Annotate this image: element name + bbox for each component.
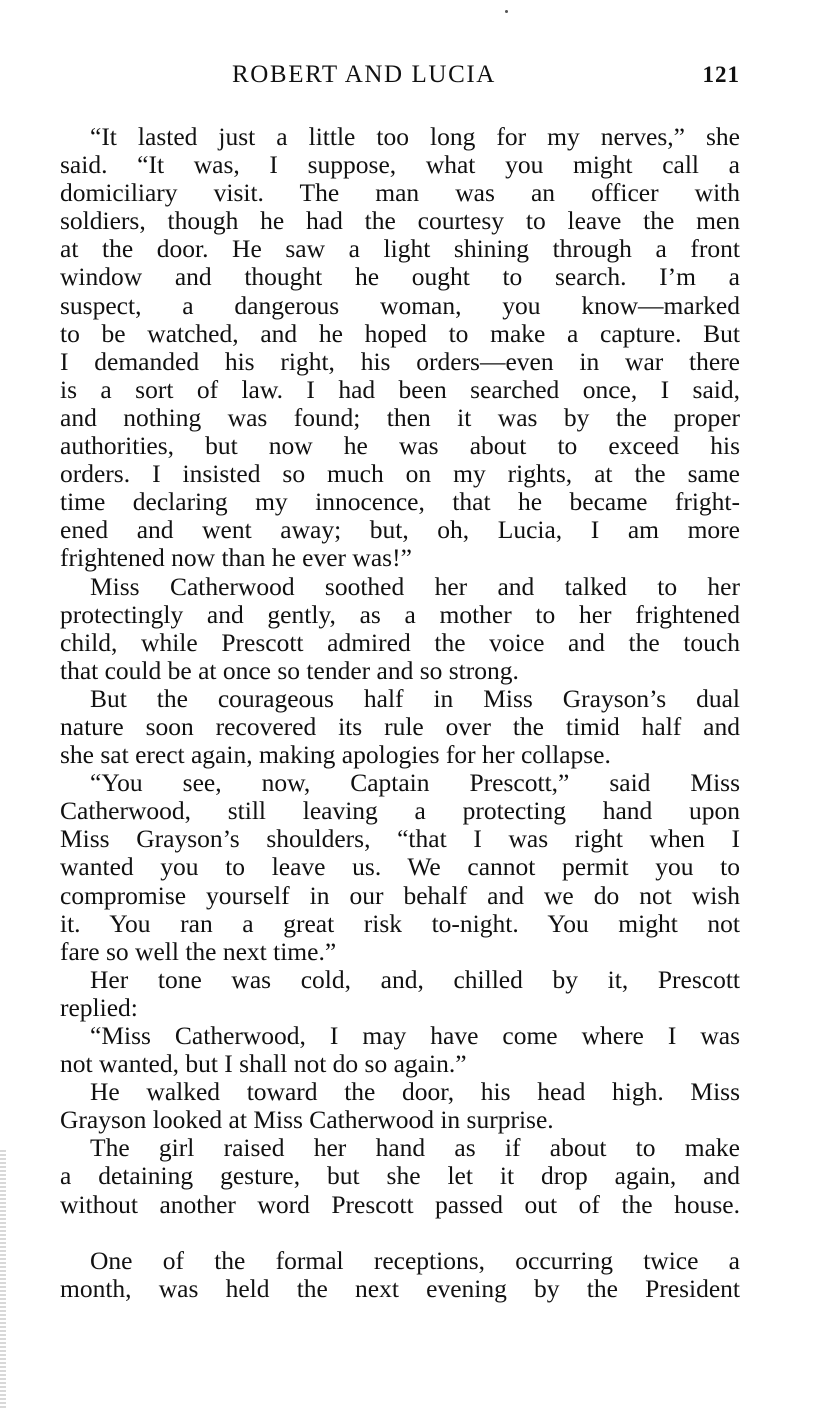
text-line: window and thought he ought to search. I’m a <box>60 262 740 292</box>
text-line: at the door. He saw a light shining through a front <box>60 234 740 264</box>
text-line: Her tone was cold, and, chilled by it, Prescott <box>90 964 740 994</box>
text-line: fare so well the next time.” <box>60 936 337 966</box>
text-line: ened and went away; but, oh, Lucia, I am more <box>60 515 740 545</box>
text-line: not wanted, but I shall not do so again.” <box>60 1049 467 1079</box>
print-speck <box>505 10 508 13</box>
text-line: said. “It was, I suppose, what you might call a <box>60 150 740 180</box>
text-line: Grayson looked at Miss Catherwood in surprise. <box>60 1105 554 1135</box>
text-line: orders. I insisted so much on my rights, at the same <box>60 459 740 489</box>
text-line: soldiers, though he had the courtesy to leave the men <box>60 206 740 236</box>
text-line: wanted you to leave us. We cannot permit you to <box>60 852 740 882</box>
text-line: But the courageous half in Miss Grayson’s dual <box>90 683 740 713</box>
text-line: a detaining gesture, but she let it drop again, and <box>60 1161 740 1191</box>
text-line: “Miss Catherwood, I may have come where I was <box>90 1021 740 1050</box>
text-line: compromise yourself in our behalf and we do not wish <box>60 880 740 910</box>
text-line: authorities, but now he was about to exceed his <box>60 431 740 461</box>
text-line: month, was held the next evening by the President <box>60 1273 740 1303</box>
text-line: He walked toward the door, his head high. Miss <box>90 1077 740 1107</box>
text-line: frightened now than he ever was!” <box>60 543 412 573</box>
text-line: time declaring my innocence, that he became fright- <box>60 487 740 517</box>
text-line: suspect, a dangerous woman, you know—marked <box>60 290 740 320</box>
text-line: I demanded his right, his orders—even in war there <box>60 346 740 376</box>
text-line: is a sort of law. I had been searched once, I said, <box>60 374 740 404</box>
text-line: it. You ran a great risk to-night. You might not <box>60 908 740 938</box>
page-binding-edge <box>0 1150 6 1410</box>
text-line: to be watched, and he hoped to make a capture. But <box>60 318 740 348</box>
text-line: domiciliary visit. The man was an officer with <box>60 178 740 208</box>
text-line: she sat erect again, making apologies for her collapse. <box>60 740 611 770</box>
text-line: Miss Catherwood soothed her and talked to her <box>90 571 740 601</box>
text-line: child, while Prescott admired the voice and the touch <box>60 627 740 657</box>
text-line: “You see, now, Captain Prescott,” said Miss <box>90 768 740 798</box>
text-line: nature soon recovered its rule over the timid half and <box>60 711 740 741</box>
text-line: The girl raised her hand as if about to make <box>90 1133 740 1163</box>
text-line: Catherwood, still leaving a protecting hand upon <box>60 796 740 826</box>
running-head <box>60 58 740 92</box>
section-break <box>60 1219 740 1247</box>
text-line: and nothing was found; then it was by the proper <box>60 402 740 432</box>
text-line: that could be at once so tender and so strong. <box>60 655 519 685</box>
text-line: without another word Prescott passed out of the house. <box>60 1189 740 1219</box>
text-line: protectingly and gently, as a mother to her frightened <box>60 599 740 629</box>
text-line: Miss Grayson’s shoulders, “that I was right when I <box>60 824 740 854</box>
running-title: ROBERT AND LUCIA <box>232 61 496 88</box>
text-line: One of the formal receptions, occurring twice a <box>90 1245 740 1275</box>
body-text <box>60 123 740 1303</box>
page-number: 121 <box>702 62 740 87</box>
text-line: replied: <box>60 992 138 1022</box>
text-line: “It lasted just a little too long for my nerves,” she <box>90 122 740 151</box>
